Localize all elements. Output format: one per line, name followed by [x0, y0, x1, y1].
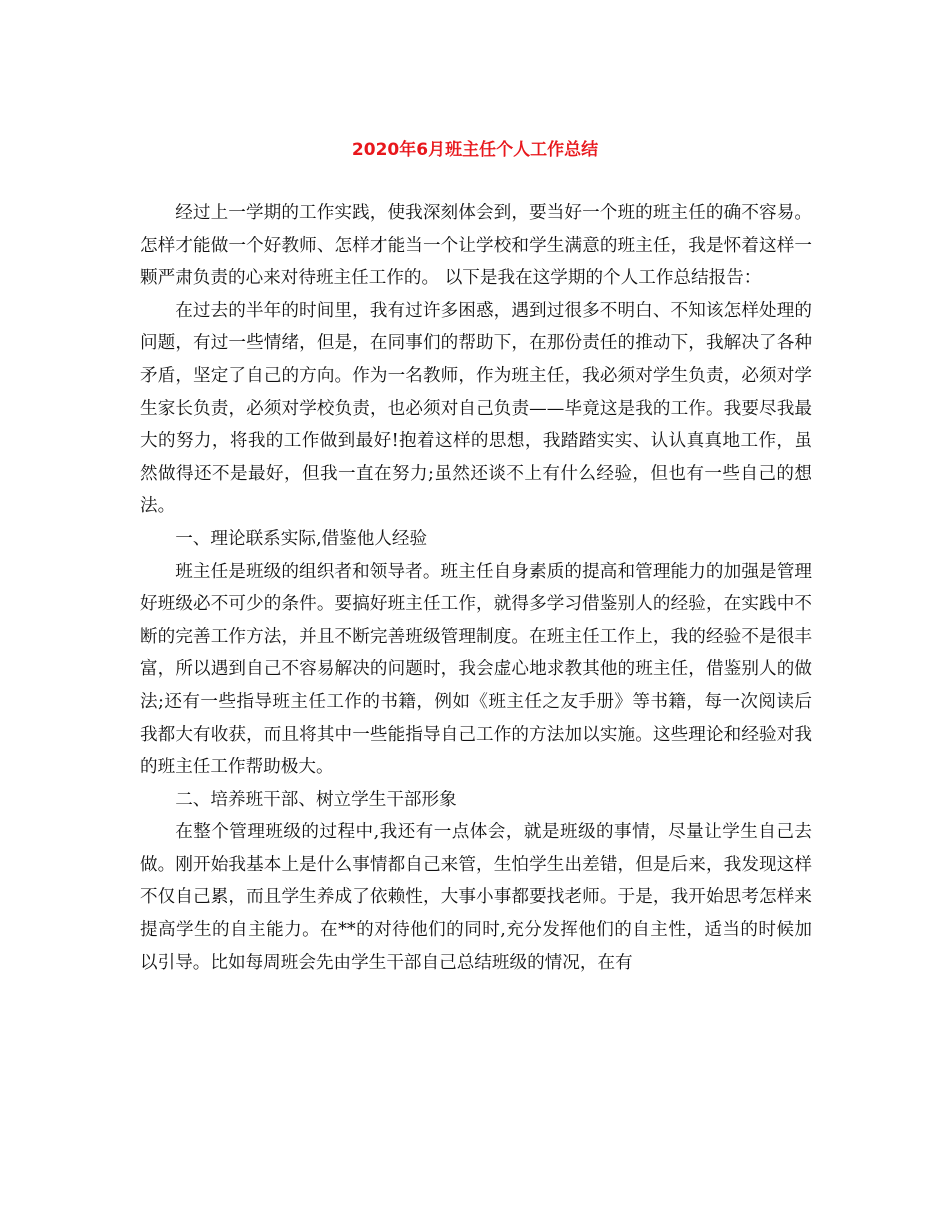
document-title: 2020年6月班主任个人工作总结	[351, 140, 599, 160]
section-heading-1: 一、理论联系实际,借鉴他人经验	[175, 528, 428, 549]
document-body	[140, 197, 812, 979]
paragraph-reflection: 在过去的半年的时间里，我有过许多困惑，遇到过很多不明白、不知该怎样处理的问题，有过一些情绪，但是，在同事们的帮助下，在那份责任的推动下，我解决了各种矛盾，坚定了自己的方向。作为一名教师，作为班主任，我必须对学生负责，必须对学生家长负责，必须对学校负责，也必须对自己负责——毕竟这是我的工作。我要尽我最大的努力，将我的工作做到最好!抱着这样的思想，我踏踏实实、认认真真地工作，虽然做得还不是最好，但我一直在努力;虽然还谈不上有什么经验，但也有一些自己的想法。	[140, 300, 812, 517]
paragraph-section-1: 班主任是班级的组织者和领导者。班主任自身素质的提高和管理能力的加强是管理好班级必不可少的条件。要搞好班主任工作，就得多学习借鉴别人的经验，在实践中不断的完善工作方法，并且不断完善班级管理制度。在班主任工作上，我的经验不是很丰富，所以遇到自己不容易解决的问题时，我会虚心地求教其他的班主任，借鉴别人的做法;还有一些指导班主任工作的书籍，例如《班主任之友手册》等书籍，每一次阅读后我都大有收获，而且将其中一些能指导自己工作的方法加以实施。这些理论和经验对我的班主任工作帮助极大。	[140, 561, 812, 778]
paragraph-section-2: 在整个管理班级的过程中,我还有一点体会，就是班级的事情，尽量让学生自己去做。刚开始我基本上是什么事情都自己来管，生怕学生出差错，但是后来，我发现这样不仅自己累，而且学生养成了依赖性，大事小事都要找老师。于是，我开始思考怎样来提高学生的自主能力。在**的对待他们的同时,充分发挥他们的自主性，适当的时候加以引导。比如每周班会先由学生干部自己总结班级的情况，在有	[140, 822, 812, 973]
paragraph-intro: 经过上一学期的工作实践，使我深刻体会到，要当好一个班的班主任的确不容易。怎样才能做一个好教师、怎样才能当一个让学校和学生满意的班主任，我是怀着这样一颗严肃负责的心来对待班主任工作的。 以下是我在这学期的个人工作总结报告：	[140, 203, 812, 289]
section-heading-2: 二、培养班干部、树立学生干部形象	[175, 789, 457, 810]
